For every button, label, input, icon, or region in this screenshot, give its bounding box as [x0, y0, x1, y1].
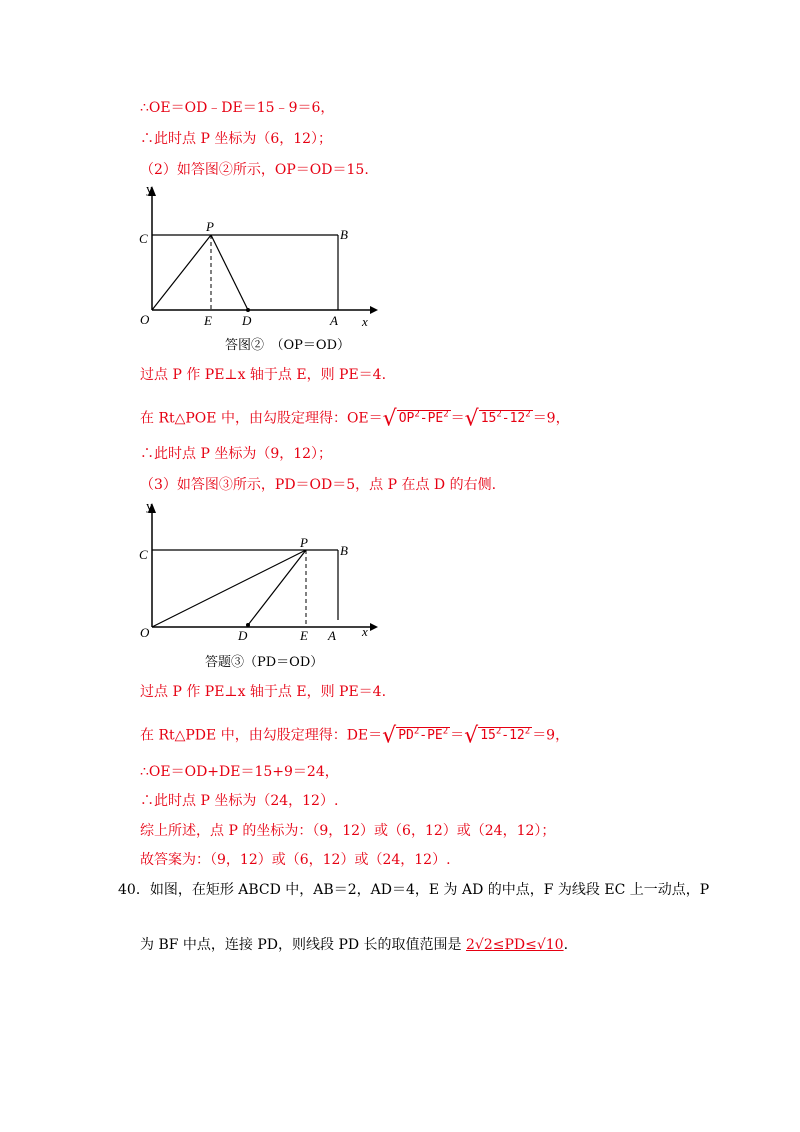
- label-c: C: [139, 547, 148, 562]
- line-5-prefix: 在 Rt△POE 中，由勾股定理得：OE＝: [140, 410, 383, 427]
- question-40-line-2: [140, 935, 568, 955]
- label-b: B: [340, 543, 348, 558]
- solution-line-5: 在 Rt△POE 中，由勾股定理得：OE＝√ $OP^2-PE^2$ ＝√ $15^2-12^2 =9$，: [140, 406, 570, 432]
- label-d: D: [238, 628, 248, 643]
- label-p: P: [206, 219, 214, 234]
- sqrt-pd-pe: √ $PD^2-PE^2$: [382, 723, 449, 749]
- label-c: C: [139, 231, 148, 246]
- label-p: P: [300, 535, 308, 550]
- question-40-suffix: .: [563, 937, 569, 953]
- label-o: O: [140, 312, 150, 327]
- solution-line-13: 故答案为：（9，12）或（6，12）或（24，12）.: [140, 852, 451, 868]
- line-9-prefix: 在 Rt△PDE 中，由勾股定理得：DE＝: [140, 727, 383, 744]
- solution-line-11: ∴此时点 P 坐标为（24，12）.: [140, 793, 339, 809]
- question-40-answer: 2√2≤PD≤√10: [466, 937, 564, 953]
- sqrt-op-pe: √ $OP^2-PE^2$: [382, 406, 449, 432]
- solution-line-1: ∴OE＝OD﹣DE＝15﹣9＝6，: [140, 100, 335, 116]
- sqrt-15-12-b: √ $15^2-12^2$: [464, 723, 531, 749]
- solution-line-3: （2）如答图②所示，OP＝OD＝15.: [140, 162, 369, 178]
- label-y: y: [146, 181, 153, 196]
- solution-line-10: ∴OE＝OD+DE＝15+9＝24，: [140, 764, 339, 780]
- label-a: A: [328, 628, 336, 643]
- label-e: E: [300, 628, 308, 643]
- label-e: E: [204, 313, 212, 328]
- figure-3-diagram: [130, 497, 380, 647]
- solution-line-9: 在 Rt△PDE 中，由勾股定理得：DE＝√ $PD^2-PE^2$ ＝√ $15^2-12^2 =9$，: [140, 723, 570, 749]
- solution-line-7: （3）如答图③所示，PD＝OD＝5，点 P 在点 D 的右侧.: [140, 477, 497, 493]
- sqrt-15-12: √ $15^2-12^2$: [464, 406, 531, 432]
- question-40-prefix: 为 BF 中点，连接 PD，则线段 PD 长的取值范围是: [140, 937, 462, 953]
- label-y: y: [146, 498, 153, 513]
- question-40-line-1: 40．如图，在矩形 ABCD 中，AB＝2，AD＝4，E 为 AD 的中点，F 为线段 EC 上一动点，P: [118, 882, 710, 898]
- label-x: x: [362, 624, 368, 639]
- label-b: B: [340, 227, 348, 242]
- line-5-suffix: ＝9，: [532, 410, 570, 427]
- line-9-suffix: ＝9，: [532, 727, 570, 744]
- label-x: x: [362, 314, 368, 329]
- solution-line-12: 综上所述，点 P 的坐标为：（9，12）或（6，12）或（24，12）；: [140, 823, 556, 839]
- figure-3-caption: 答题③（PD＝OD）: [205, 655, 324, 670]
- solution-line-4: 过点 P 作 PE⊥x 轴于点 E，则 PE＝4.: [140, 367, 387, 383]
- figure-2-caption: 答图② （OP＝OD）: [225, 338, 350, 353]
- solution-line-8: 过点 P 作 PE⊥x 轴于点 E，则 PE＝4.: [140, 684, 387, 700]
- label-o: O: [140, 625, 150, 640]
- solution-line-6: ∴此时点 P 坐标为（9，12）；: [140, 446, 333, 462]
- figure-2-diagram: [130, 180, 380, 330]
- solution-line-2: ∴此时点 P 坐标为（6，12）；: [140, 131, 333, 147]
- label-a: A: [330, 313, 338, 328]
- label-d: D: [242, 313, 252, 328]
